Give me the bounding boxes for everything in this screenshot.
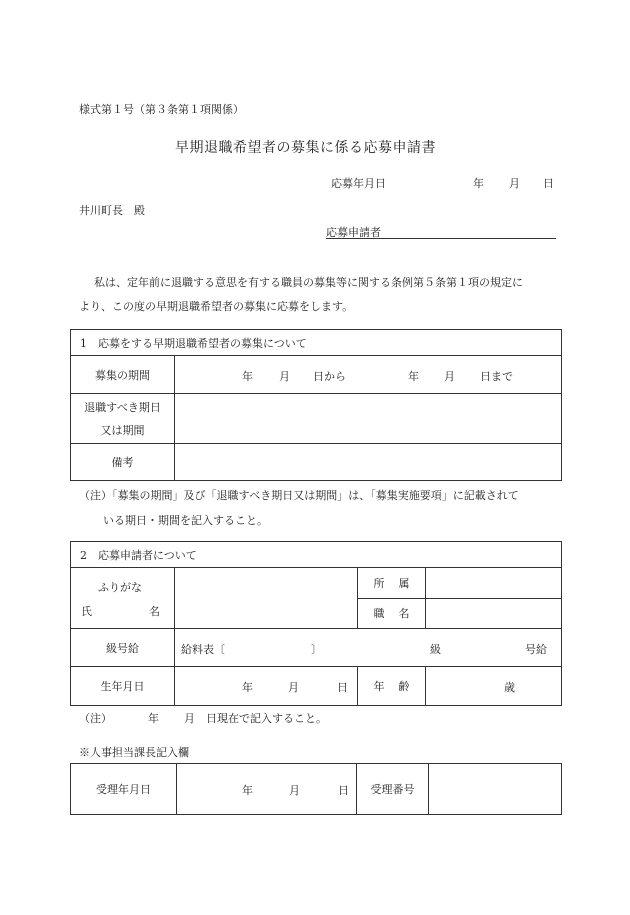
name-field[interactable] (175, 568, 358, 629)
position-label-1: 職 (373, 607, 385, 621)
position-label-2: 名 (398, 607, 410, 621)
received-day: 日 (338, 784, 349, 797)
period-field[interactable] (175, 356, 562, 394)
receipt-number-field[interactable] (429, 764, 562, 815)
retirement-date-label-line1: 退職すべき期日 (84, 400, 161, 414)
age-label-1: 年 (373, 680, 385, 693)
addressee: 井川町長 殿 (79, 204, 145, 217)
recruitment-table (70, 329, 562, 481)
hr-section-heading: ※人事担当課長記入欄 (79, 746, 189, 759)
remarks-field[interactable] (175, 444, 562, 481)
affiliation-label-2: 属 (398, 576, 410, 590)
retirement-date-label-line2: 又は期間 (100, 423, 145, 437)
salary-table-close: 〕 (311, 643, 322, 656)
received-date-label: 受理年月日 (71, 764, 177, 815)
age-label (358, 667, 426, 706)
period-to-year: 年 (408, 370, 419, 383)
period-from-month: 月 (279, 370, 290, 383)
affiliation-field[interactable] (426, 568, 562, 599)
furigana-label: ふりがな (98, 581, 142, 594)
period-from-day: 日から (313, 370, 346, 383)
birth-date-label: 生年月日 (71, 667, 175, 706)
position-label (358, 598, 426, 629)
period-to-month: 月 (444, 370, 455, 383)
note2-month: 月 (184, 712, 195, 725)
application-date-month: 月 (509, 177, 520, 190)
application-date-year: 年 (473, 177, 484, 190)
received-month: 月 (289, 784, 300, 797)
body-line-2: より、この度の早期退職希望者の募集に応募をします。 (79, 300, 354, 313)
section2-heading: 2 応募申請者について (71, 542, 562, 568)
application-date-day: 日 (543, 177, 554, 190)
salary-table-label: 給料表〔 (181, 643, 225, 656)
birth-month: 月 (288, 681, 299, 694)
step-unit: 号給 (525, 643, 547, 656)
note2-prefix: （注） (79, 712, 112, 725)
affiliation-label-1: 所 (373, 576, 385, 590)
period-from-year: 年 (242, 370, 253, 383)
affiliation-label (358, 568, 426, 599)
section1-heading: 1 応募をする早期退職希望者の募集について (71, 330, 562, 356)
receipt-number-label: 受理番号 (357, 764, 429, 815)
remarks-label: 備考 (71, 444, 175, 481)
grade-field[interactable] (175, 629, 562, 667)
hr-table (70, 763, 562, 815)
retirement-date-label (71, 394, 175, 444)
note2-year: 年 (148, 712, 159, 725)
position-field[interactable] (426, 598, 562, 629)
retirement-date-field[interactable] (175, 394, 562, 444)
application-date-label: 応募年月日 (331, 177, 386, 190)
applicant-table (70, 541, 562, 706)
birth-year: 年 (242, 681, 253, 694)
period-label: 募集の期間 (71, 356, 175, 394)
name-label-2: 名 (149, 605, 160, 618)
note1-line-1: （注）「募集の期間」及び「退職すべき期日又は期間」は、「募集実施要項」に記載されて (79, 489, 519, 502)
note1-line-2: いる期日・期間を記入すること。 (103, 514, 268, 527)
age-label-2: 齢 (398, 680, 410, 693)
age-field[interactable] (426, 667, 562, 706)
age-unit: 歳 (504, 681, 515, 694)
grade-unit: 級 (430, 643, 441, 656)
grade-label: 級号給 (71, 629, 175, 667)
form-number: 様式第１号（第３条第１項関係） (79, 103, 244, 116)
name-label-1: 氏 (81, 605, 92, 618)
birth-day: 日 (337, 681, 348, 694)
note2-suffix: 日現在で記入すること。 (206, 712, 327, 725)
period-to-day: 日まで (480, 370, 513, 383)
page-title: 早期退職希望者の募集に係る応募申請書 (175, 140, 436, 156)
name-label (71, 568, 175, 629)
body-line-1: 私は、定年前に退職する意思を有する職員の募集等に関する条例第５条第１項の規定に (94, 276, 523, 289)
applicant-label: 応募申請者 (326, 226, 381, 239)
birth-date-field[interactable] (175, 667, 358, 706)
received-year: 年 (242, 784, 253, 797)
applicant-underline (326, 238, 556, 239)
received-date-field[interactable] (177, 764, 357, 815)
